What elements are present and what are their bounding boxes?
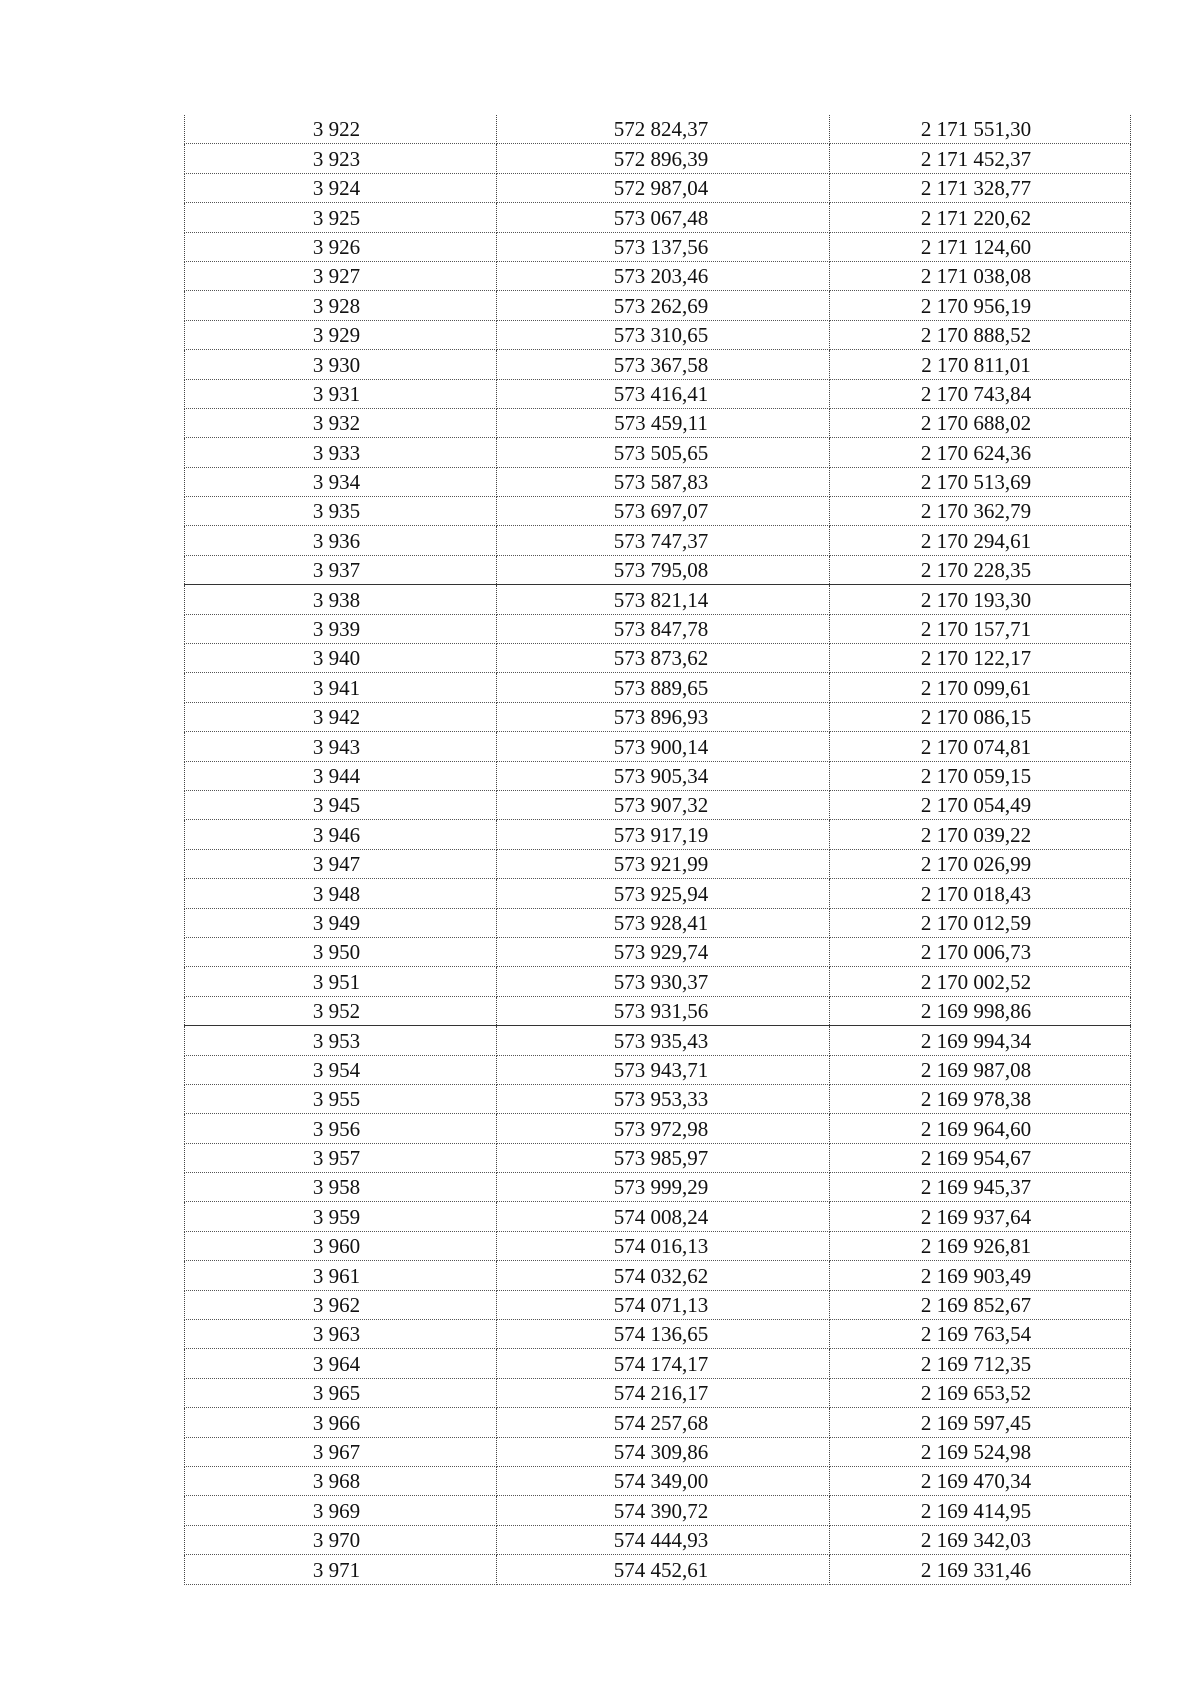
y-coordinate-cell: 2 169 937,64 — [830, 1202, 1131, 1231]
point-number-cell: 3 971 — [185, 1555, 497, 1584]
table-row — [185, 585, 1131, 614]
point-number-cell: 3 963 — [185, 1320, 497, 1349]
x-coordinate-cell: 573 367,58 — [497, 350, 830, 379]
x-coordinate-cell: 573 928,41 — [497, 908, 830, 937]
x-coordinate-cell: 573 930,37 — [497, 967, 830, 996]
table-row — [185, 408, 1131, 437]
point-number-cell: 3 930 — [185, 350, 497, 379]
x-coordinate-cell: 574 008,24 — [497, 1202, 830, 1231]
table-row — [185, 644, 1131, 673]
x-coordinate-cell: 573 795,08 — [497, 555, 830, 584]
point-number-cell: 3 951 — [185, 967, 497, 996]
table-row — [185, 702, 1131, 731]
point-number-cell: 3 959 — [185, 1202, 497, 1231]
x-coordinate-cell: 573 896,93 — [497, 702, 830, 731]
table-row — [185, 673, 1131, 702]
table-row — [185, 1525, 1131, 1554]
y-coordinate-cell: 2 169 994,34 — [830, 1026, 1131, 1055]
x-coordinate-cell: 573 972,98 — [497, 1114, 830, 1143]
table-row — [185, 438, 1131, 467]
point-number-cell: 3 936 — [185, 526, 497, 555]
point-number-cell: 3 942 — [185, 702, 497, 731]
y-coordinate-cell: 2 169 998,86 — [830, 996, 1131, 1025]
y-coordinate-cell: 2 170 228,35 — [830, 555, 1131, 584]
x-coordinate-cell: 573 847,78 — [497, 614, 830, 643]
point-number-cell: 3 927 — [185, 261, 497, 290]
point-number-cell: 3 966 — [185, 1408, 497, 1437]
table-row — [185, 1378, 1131, 1407]
x-coordinate-cell: 573 697,07 — [497, 497, 830, 526]
point-number-cell: 3 934 — [185, 467, 497, 496]
y-coordinate-cell: 2 170 624,36 — [830, 438, 1131, 467]
y-coordinate-cell: 2 170 956,19 — [830, 291, 1131, 320]
point-number-cell: 3 958 — [185, 1173, 497, 1202]
y-coordinate-cell: 2 170 006,73 — [830, 937, 1131, 966]
x-coordinate-cell: 573 821,14 — [497, 585, 830, 614]
y-coordinate-cell: 2 171 038,08 — [830, 261, 1131, 290]
table-row — [185, 732, 1131, 761]
table-row — [185, 937, 1131, 966]
y-coordinate-cell: 2 169 763,54 — [830, 1320, 1131, 1349]
table-row — [185, 967, 1131, 996]
point-number-cell: 3 956 — [185, 1114, 497, 1143]
x-coordinate-cell: 574 032,62 — [497, 1261, 830, 1290]
x-coordinate-cell: 574 257,68 — [497, 1408, 830, 1437]
table-row — [185, 526, 1131, 555]
table-row — [185, 1202, 1131, 1231]
x-coordinate-cell: 573 931,56 — [497, 996, 830, 1025]
point-number-cell: 3 924 — [185, 173, 497, 202]
point-number-cell: 3 955 — [185, 1084, 497, 1113]
y-coordinate-cell: 2 170 086,15 — [830, 702, 1131, 731]
y-coordinate-cell: 2 170 193,30 — [830, 585, 1131, 614]
y-coordinate-cell: 2 170 688,02 — [830, 408, 1131, 437]
x-coordinate-cell: 574 216,17 — [497, 1378, 830, 1407]
point-number-cell: 3 964 — [185, 1349, 497, 1378]
point-number-cell: 3 931 — [185, 379, 497, 408]
table-row — [185, 1349, 1131, 1378]
table-row — [185, 1173, 1131, 1202]
table-row — [185, 1320, 1131, 1349]
y-coordinate-cell: 2 170 018,43 — [830, 879, 1131, 908]
point-number-cell: 3 947 — [185, 849, 497, 878]
point-number-cell: 3 960 — [185, 1231, 497, 1260]
x-coordinate-cell: 573 953,33 — [497, 1084, 830, 1113]
point-number-cell: 3 943 — [185, 732, 497, 761]
y-coordinate-cell: 2 171 452,37 — [830, 144, 1131, 173]
y-coordinate-cell: 2 170 122,17 — [830, 644, 1131, 673]
x-coordinate-cell: 573 935,43 — [497, 1026, 830, 1055]
table-row — [185, 555, 1131, 584]
y-coordinate-cell: 2 169 987,08 — [830, 1055, 1131, 1084]
x-coordinate-cell: 573 917,19 — [497, 820, 830, 849]
x-coordinate-cell: 573 873,62 — [497, 644, 830, 673]
y-coordinate-cell: 2 170 054,49 — [830, 790, 1131, 819]
point-number-cell: 3 935 — [185, 497, 497, 526]
y-coordinate-cell: 2 171 328,77 — [830, 173, 1131, 202]
x-coordinate-cell: 573 747,37 — [497, 526, 830, 555]
point-number-cell: 3 929 — [185, 320, 497, 349]
y-coordinate-cell: 2 169 978,38 — [830, 1084, 1131, 1113]
point-number-cell: 3 940 — [185, 644, 497, 673]
x-coordinate-cell: 574 452,61 — [497, 1555, 830, 1584]
x-coordinate-cell: 573 999,29 — [497, 1173, 830, 1202]
point-number-cell: 3 961 — [185, 1261, 497, 1290]
point-number-cell: 3 967 — [185, 1437, 497, 1466]
table-row — [185, 820, 1131, 849]
table-row — [185, 1143, 1131, 1172]
y-coordinate-cell: 2 169 712,35 — [830, 1349, 1131, 1378]
x-coordinate-cell: 573 929,74 — [497, 937, 830, 966]
y-coordinate-cell: 2 169 524,98 — [830, 1437, 1131, 1466]
point-number-cell: 3 954 — [185, 1055, 497, 1084]
table-row — [185, 1026, 1131, 1055]
point-number-cell: 3 949 — [185, 908, 497, 937]
point-number-cell: 3 945 — [185, 790, 497, 819]
x-coordinate-cell: 572 896,39 — [497, 144, 830, 173]
table-row — [185, 1055, 1131, 1084]
table-row — [185, 291, 1131, 320]
y-coordinate-cell: 2 171 220,62 — [830, 203, 1131, 232]
y-coordinate-cell: 2 169 903,49 — [830, 1261, 1131, 1290]
y-coordinate-cell: 2 170 012,59 — [830, 908, 1131, 937]
x-coordinate-cell: 573 137,56 — [497, 232, 830, 261]
x-coordinate-cell: 573 985,97 — [497, 1143, 830, 1172]
point-number-cell: 3 938 — [185, 585, 497, 614]
y-coordinate-cell: 2 169 945,37 — [830, 1173, 1131, 1202]
table-row — [185, 614, 1131, 643]
table-row — [185, 849, 1131, 878]
point-number-cell: 3 933 — [185, 438, 497, 467]
point-number-cell: 3 962 — [185, 1290, 497, 1319]
table-row — [185, 1261, 1131, 1290]
table-row — [185, 379, 1131, 408]
y-coordinate-cell: 2 169 852,67 — [830, 1290, 1131, 1319]
x-coordinate-cell: 573 907,32 — [497, 790, 830, 819]
point-number-cell: 3 941 — [185, 673, 497, 702]
table-row — [185, 1290, 1131, 1319]
point-number-cell: 3 948 — [185, 879, 497, 908]
table-row — [185, 790, 1131, 819]
point-number-cell: 3 937 — [185, 555, 497, 584]
x-coordinate-cell: 574 390,72 — [497, 1496, 830, 1525]
table-row — [185, 497, 1131, 526]
y-coordinate-cell: 2 170 888,52 — [830, 320, 1131, 349]
point-number-cell: 3 950 — [185, 937, 497, 966]
point-number-cell: 3 932 — [185, 408, 497, 437]
table-row — [185, 1408, 1131, 1437]
table-row — [185, 232, 1131, 261]
point-number-cell: 3 965 — [185, 1378, 497, 1407]
y-coordinate-cell: 2 170 039,22 — [830, 820, 1131, 849]
point-number-cell: 3 944 — [185, 761, 497, 790]
y-coordinate-cell: 2 169 926,81 — [830, 1231, 1131, 1260]
y-coordinate-cell: 2 170 157,71 — [830, 614, 1131, 643]
y-coordinate-cell: 2 170 294,61 — [830, 526, 1131, 555]
table-row — [185, 467, 1131, 496]
table-row — [185, 173, 1131, 202]
point-number-cell: 3 923 — [185, 144, 497, 173]
y-coordinate-cell: 2 170 743,84 — [830, 379, 1131, 408]
x-coordinate-cell: 574 016,13 — [497, 1231, 830, 1260]
x-coordinate-cell: 573 905,34 — [497, 761, 830, 790]
x-coordinate-cell: 573 067,48 — [497, 203, 830, 232]
table-row — [185, 261, 1131, 290]
x-coordinate-cell: 573 505,65 — [497, 438, 830, 467]
x-coordinate-cell: 573 203,46 — [497, 261, 830, 290]
y-coordinate-cell: 2 169 653,52 — [830, 1378, 1131, 1407]
table-row — [185, 320, 1131, 349]
point-number-cell: 3 922 — [185, 115, 497, 144]
x-coordinate-cell: 573 416,41 — [497, 379, 830, 408]
point-number-cell: 3 928 — [185, 291, 497, 320]
point-number-cell: 3 925 — [185, 203, 497, 232]
point-number-cell: 3 926 — [185, 232, 497, 261]
table-row — [185, 144, 1131, 173]
table-row — [185, 1084, 1131, 1113]
x-coordinate-cell: 574 309,86 — [497, 1437, 830, 1466]
x-coordinate-cell: 573 587,83 — [497, 467, 830, 496]
y-coordinate-cell: 2 169 964,60 — [830, 1114, 1131, 1143]
table-row — [185, 996, 1131, 1025]
x-coordinate-cell: 573 262,69 — [497, 291, 830, 320]
table-row — [185, 1437, 1131, 1466]
point-number-cell: 3 970 — [185, 1525, 497, 1554]
x-coordinate-cell: 574 444,93 — [497, 1525, 830, 1554]
y-coordinate-cell: 2 169 414,95 — [830, 1496, 1131, 1525]
y-coordinate-cell: 2 170 513,69 — [830, 467, 1131, 496]
point-number-cell: 3 939 — [185, 614, 497, 643]
y-coordinate-cell: 2 170 099,61 — [830, 673, 1131, 702]
table-row — [185, 879, 1131, 908]
table-row — [185, 350, 1131, 379]
y-coordinate-cell: 2 169 331,46 — [830, 1555, 1131, 1584]
y-coordinate-cell: 2 170 026,99 — [830, 849, 1131, 878]
x-coordinate-cell: 573 925,94 — [497, 879, 830, 908]
x-coordinate-cell: 574 174,17 — [497, 1349, 830, 1378]
x-coordinate-cell: 573 310,65 — [497, 320, 830, 349]
y-coordinate-cell: 2 169 470,34 — [830, 1466, 1131, 1495]
table-row — [185, 1496, 1131, 1525]
y-coordinate-cell: 2 170 059,15 — [830, 761, 1131, 790]
point-number-cell: 3 952 — [185, 996, 497, 1025]
table-row — [185, 1555, 1131, 1584]
y-coordinate-cell: 2 169 342,03 — [830, 1525, 1131, 1554]
point-number-cell: 3 968 — [185, 1466, 497, 1495]
x-coordinate-cell: 574 071,13 — [497, 1290, 830, 1319]
x-coordinate-cell: 572 987,04 — [497, 173, 830, 202]
table-row — [185, 761, 1131, 790]
x-coordinate-cell: 573 943,71 — [497, 1055, 830, 1084]
table-row — [185, 115, 1131, 144]
coordinates-table-body — [185, 115, 1131, 1584]
x-coordinate-cell: 572 824,37 — [497, 115, 830, 144]
y-coordinate-cell: 2 171 124,60 — [830, 232, 1131, 261]
point-number-cell: 3 953 — [185, 1026, 497, 1055]
y-coordinate-cell: 2 171 551,30 — [830, 115, 1131, 144]
table-row — [185, 1231, 1131, 1260]
table-row — [185, 1114, 1131, 1143]
y-coordinate-cell: 2 170 074,81 — [830, 732, 1131, 761]
y-coordinate-cell: 2 170 362,79 — [830, 497, 1131, 526]
point-number-cell: 3 957 — [185, 1143, 497, 1172]
coordinates-table — [184, 115, 1131, 1585]
y-coordinate-cell: 2 170 002,52 — [830, 967, 1131, 996]
y-coordinate-cell: 2 169 597,45 — [830, 1408, 1131, 1437]
table-row — [185, 908, 1131, 937]
x-coordinate-cell: 573 900,14 — [497, 732, 830, 761]
x-coordinate-cell: 574 349,00 — [497, 1466, 830, 1495]
table-row — [185, 203, 1131, 232]
y-coordinate-cell: 2 169 954,67 — [830, 1143, 1131, 1172]
table-row — [185, 1466, 1131, 1495]
y-coordinate-cell: 2 170 811,01 — [830, 350, 1131, 379]
x-coordinate-cell: 573 459,11 — [497, 408, 830, 437]
point-number-cell: 3 946 — [185, 820, 497, 849]
x-coordinate-cell: 573 921,99 — [497, 849, 830, 878]
x-coordinate-cell: 574 136,65 — [497, 1320, 830, 1349]
point-number-cell: 3 969 — [185, 1496, 497, 1525]
x-coordinate-cell: 573 889,65 — [497, 673, 830, 702]
